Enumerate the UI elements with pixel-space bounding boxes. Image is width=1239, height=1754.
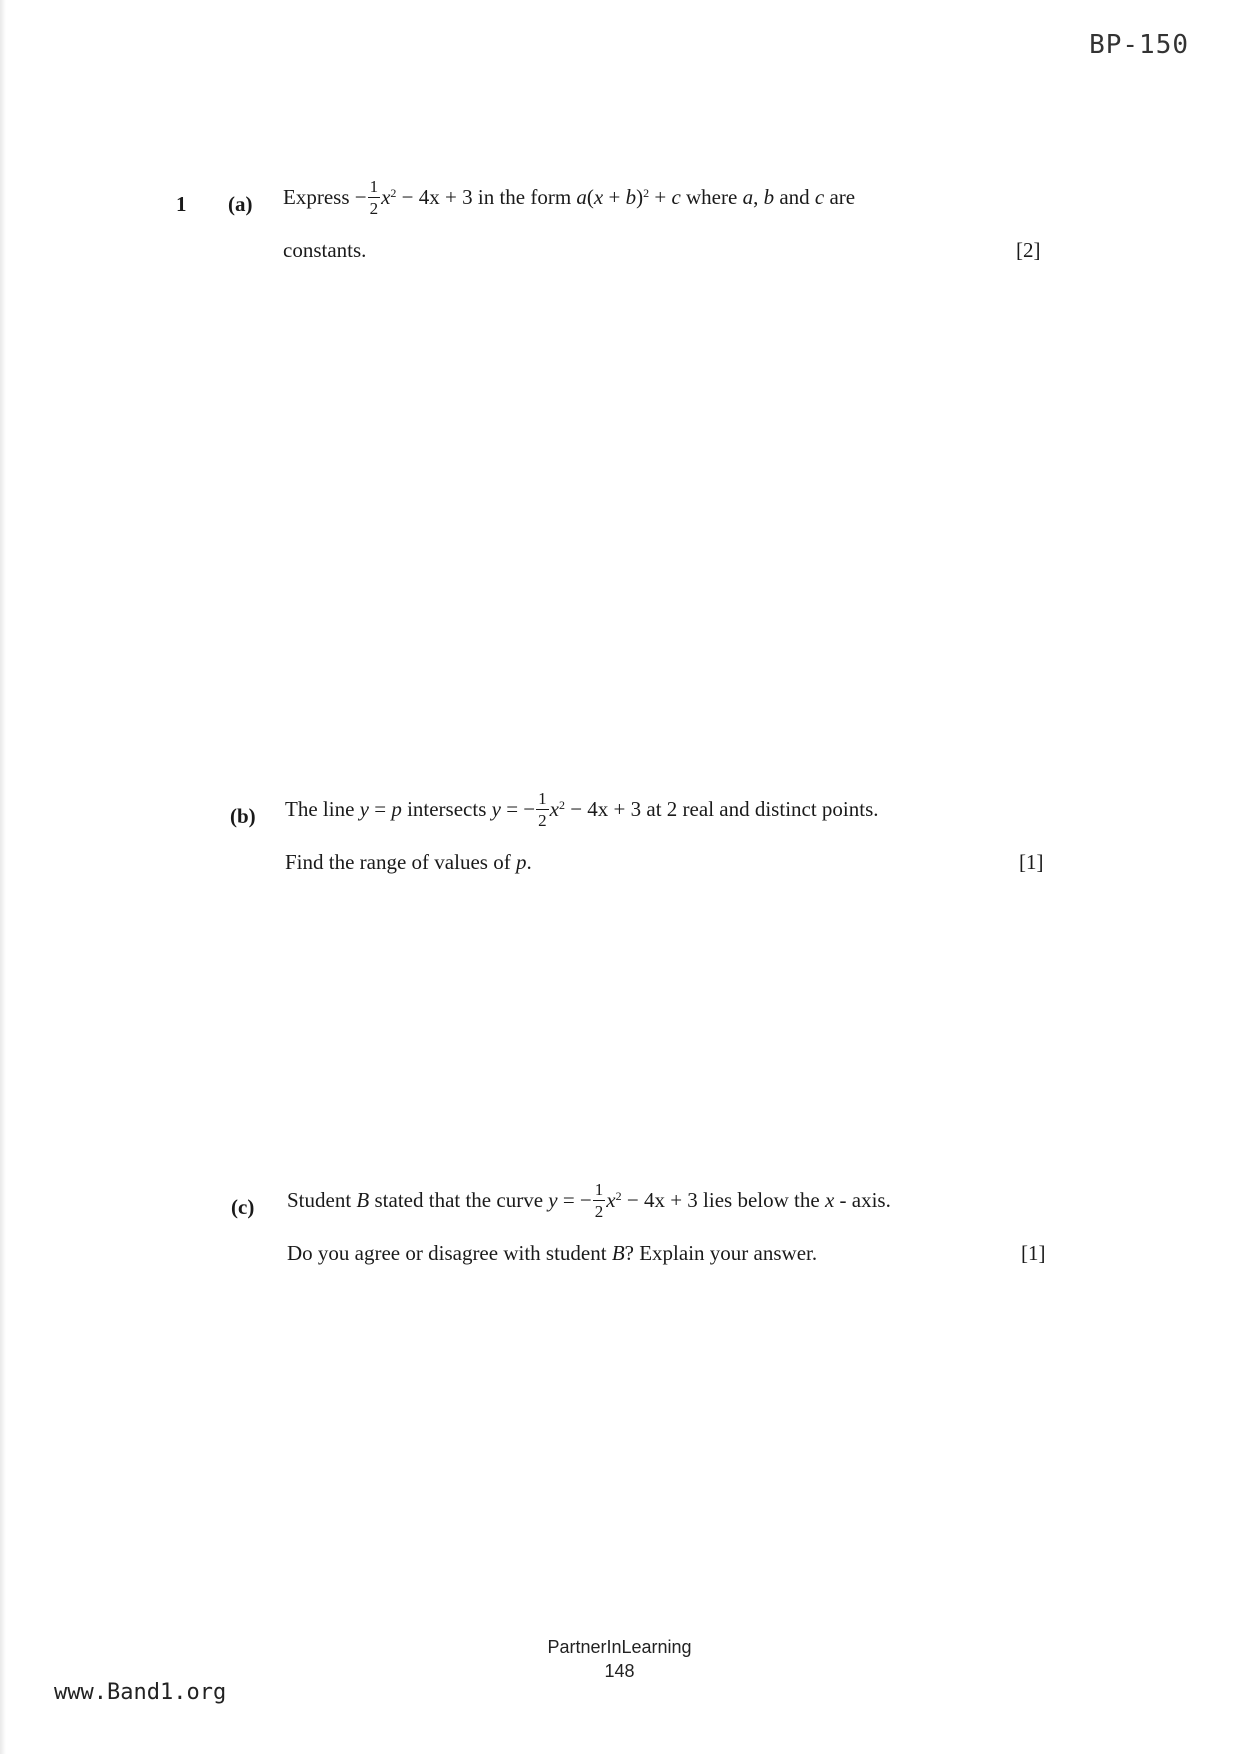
part-c-line-2-text: Do you agree or disagree with student bbox=[287, 1241, 612, 1265]
equals-minus: = − bbox=[557, 1188, 592, 1212]
part-a-line-1 bbox=[283, 178, 855, 217]
part-c-fraction bbox=[593, 1181, 606, 1220]
fraction-numerator: 1 bbox=[594, 1180, 604, 1199]
part-b-line-1 bbox=[285, 790, 879, 829]
part-a-marks: [2] bbox=[1016, 238, 1041, 262]
exponent: 2 bbox=[390, 186, 397, 200]
and-word: and bbox=[774, 185, 815, 209]
var-c: c bbox=[814, 185, 825, 209]
form-plus-2: + bbox=[649, 185, 672, 209]
part-a-line-2 bbox=[283, 238, 366, 263]
period: . bbox=[526, 850, 532, 874]
part-a-label: (a) bbox=[228, 192, 253, 216]
page-number: 148 bbox=[604, 1661, 635, 1681]
var-b: b bbox=[763, 185, 775, 209]
form-x: x bbox=[593, 185, 604, 209]
part-c-marks: [1] bbox=[1021, 1241, 1046, 1265]
fraction-numerator: 1 bbox=[538, 789, 547, 808]
part-a-text-3: where bbox=[680, 185, 743, 209]
var-B-2: B bbox=[611, 1241, 625, 1265]
part-c-line-2-end: ? Explain your answer. bbox=[624, 1241, 818, 1265]
variable-y: y bbox=[491, 797, 501, 821]
form-c: c bbox=[671, 185, 681, 209]
expression-tail: − 4x + 3 bbox=[621, 1188, 698, 1212]
part-c-line-1 bbox=[287, 1181, 891, 1220]
variable-x: x bbox=[381, 185, 391, 209]
eq-y: y bbox=[359, 797, 369, 821]
form-a: a bbox=[576, 185, 587, 209]
variable-x: x bbox=[606, 1188, 616, 1212]
exponent: 2 bbox=[615, 1189, 622, 1203]
part-b-fraction bbox=[536, 790, 549, 829]
eq-equals: = bbox=[368, 797, 392, 821]
part-c-text-4: - axis. bbox=[834, 1188, 891, 1212]
part-b-label: (b) bbox=[230, 804, 256, 828]
part-c-line-2 bbox=[287, 1241, 817, 1266]
part-b-marks: [1] bbox=[1019, 850, 1044, 874]
part-a-text: Express bbox=[283, 185, 355, 209]
equals-minus: = − bbox=[500, 797, 536, 821]
paper-code: BP-150 bbox=[1089, 30, 1189, 60]
form-b: b bbox=[625, 185, 637, 209]
part-c-text-2: stated that the curve bbox=[369, 1188, 549, 1212]
fraction-numerator: 1 bbox=[369, 177, 379, 196]
fraction-denominator: 2 bbox=[538, 811, 547, 830]
part-b-line-2 bbox=[285, 850, 532, 875]
part-c-text: Student bbox=[287, 1188, 357, 1212]
eq-p: p bbox=[391, 797, 402, 821]
website-watermark: www.Band1.org bbox=[54, 1680, 227, 1705]
part-b-text: The line bbox=[285, 797, 360, 821]
form-close: ) bbox=[636, 185, 644, 209]
part-b-text-2: intersects bbox=[401, 797, 492, 821]
fraction-denominator: 2 bbox=[369, 199, 379, 218]
page-edge-shadow bbox=[0, 0, 6, 1754]
axis-x: x bbox=[824, 1188, 835, 1212]
part-c-text-3: lies below the bbox=[697, 1188, 825, 1212]
question-number: 1 bbox=[176, 192, 187, 216]
expression-tail: − 4x + 3 bbox=[564, 797, 642, 821]
form-plus: + bbox=[603, 185, 626, 209]
var-p: p bbox=[515, 850, 527, 874]
form-open: ( bbox=[586, 185, 594, 209]
var-a: a bbox=[742, 185, 754, 209]
part-c-label: (c) bbox=[231, 1195, 255, 1219]
part-a-text-2: in the form bbox=[472, 185, 577, 209]
form-exponent: 2 bbox=[643, 186, 650, 200]
variable-x: x bbox=[549, 797, 559, 821]
expression-tail: − 4x + 3 bbox=[396, 185, 473, 209]
var-B: B bbox=[356, 1188, 370, 1212]
fraction-denominator: 2 bbox=[594, 1202, 604, 1221]
exponent: 2 bbox=[558, 798, 565, 812]
footer-brand: PartnerInLearning bbox=[547, 1637, 692, 1657]
part-b-text-3: at 2 real and distinct points. bbox=[641, 797, 879, 821]
part-a-minus: − bbox=[354, 185, 367, 209]
variable-y: y bbox=[548, 1188, 558, 1212]
part-a-line-2-text: constants. bbox=[283, 238, 367, 262]
part-a-text-4: are bbox=[824, 185, 856, 209]
comma: , bbox=[753, 185, 764, 209]
part-a-fraction bbox=[368, 178, 381, 217]
part-b-line-2-text: Find the range of values of bbox=[285, 850, 516, 874]
